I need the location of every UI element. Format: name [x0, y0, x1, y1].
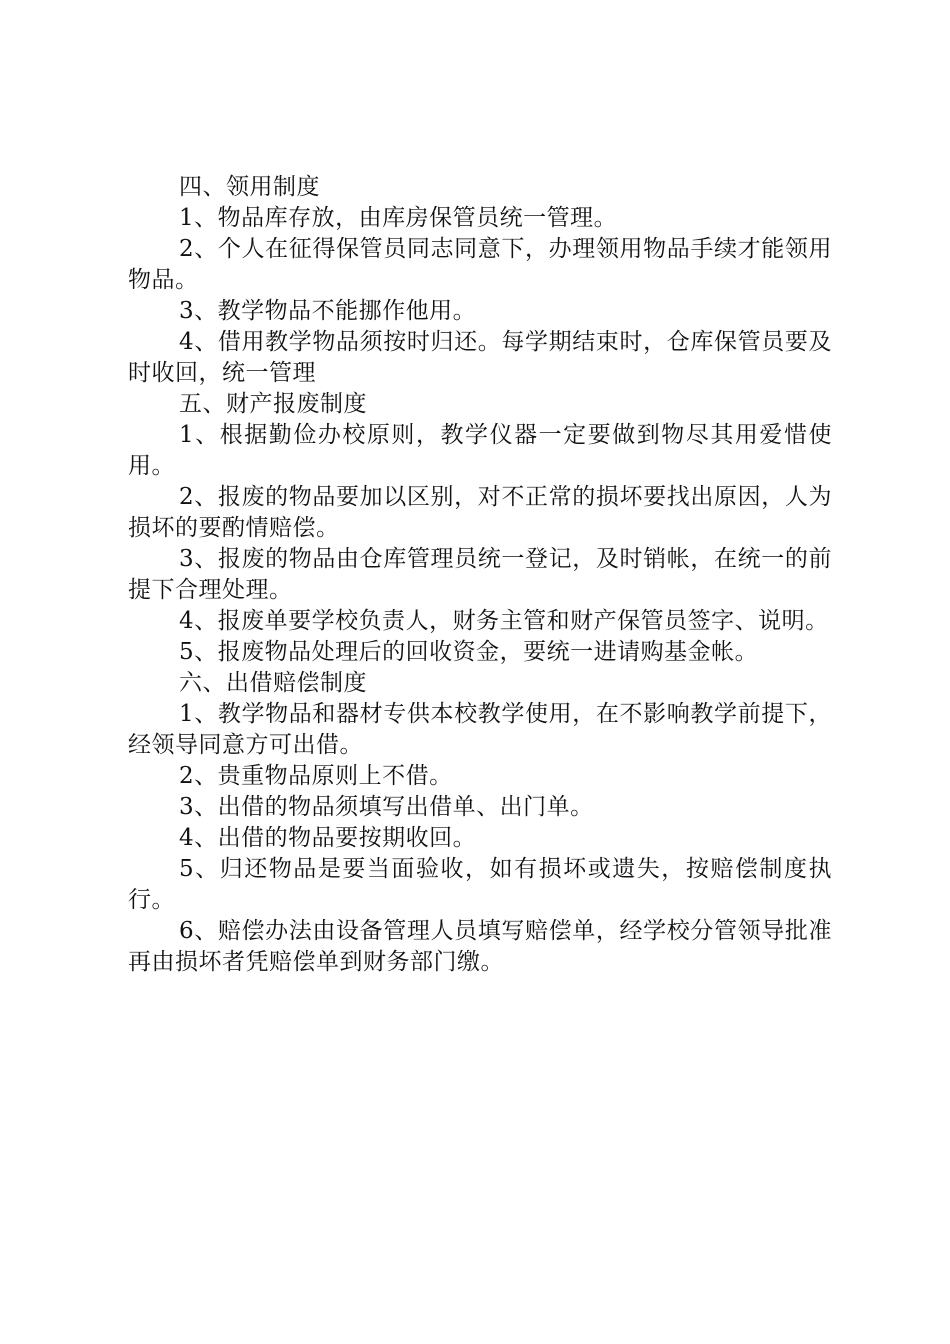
- paragraph: 3、教学物品不能挪作他用。: [179, 298, 477, 324]
- paragraph: 6、赔偿办法由设备管理人员填写赔偿单，经学校分管领导批准再由损坏者凭赔偿单到财务部门缴。: [128, 918, 832, 975]
- paragraph: 5、归还物品是要当面验收，如有损坏或遗失，按赔偿制度执行。: [128, 856, 832, 913]
- paragraph: 3、出借的物品须填写出借单、出门单。: [179, 794, 594, 820]
- paragraph: 1、根据勤俭办校原则，教学仪器一定要做到物尽其用爱惜使用。: [128, 422, 832, 479]
- section-heading-baofei: 五、财产报废制度: [179, 391, 367, 417]
- document-body: [128, 172, 832, 978]
- paragraph: 2、报废的物品要加以区别，对不正常的损坏要找出原因，人为损坏的要酌情赔偿。: [128, 484, 832, 541]
- section-heading-lingyong: 四、领用制度: [179, 174, 320, 200]
- section-heading-chujie: 六、出借赔偿制度: [179, 670, 367, 696]
- paragraph: 3、报废的物品由仓库管理员统一登记，及时销帐，在统一的前提下合理处理。: [128, 546, 832, 603]
- paragraph: 2、贵重物品原则上不借。: [179, 763, 453, 789]
- paragraph: 4、出借的物品要按期收回。: [179, 825, 477, 851]
- paragraph: 4、借用教学物品须按时归还。每学期结束时，仓库保管员要及时收回，统一管理: [128, 329, 832, 386]
- paragraph: 1、教学物品和器材专供本校教学使用，在不影响教学前提下，经领导同意方可出借。: [128, 701, 832, 758]
- paragraph: 2、个人在征得保管员同志同意下，办理领用物品手续才能领用物品。: [128, 236, 832, 293]
- paragraph: 5、报废物品处理后的回收资金，要统一进请购基金帐。: [179, 639, 759, 665]
- paragraph: 1、物品库存放，由库房保管员统一管理。: [179, 205, 618, 231]
- paragraph: 4、报废单要学校负责人，财务主管和财产保管员签字、说明。: [179, 608, 829, 634]
